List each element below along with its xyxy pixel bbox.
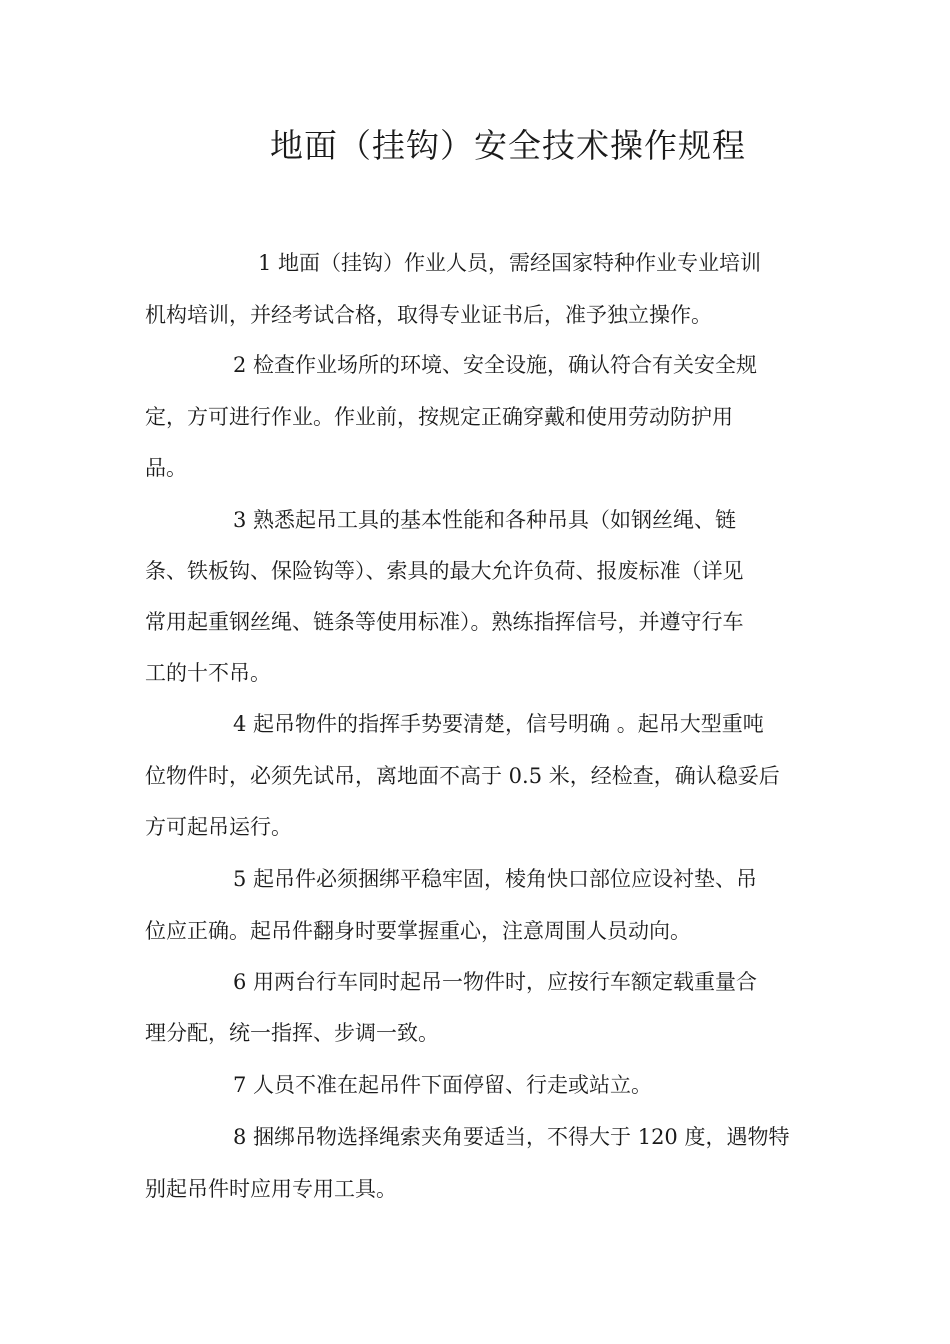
paragraph-line: 机构培训，并经考试合格，取得专业证书后，准予独立操作。	[145, 303, 712, 327]
paragraph-line: 4 起吊物件的指挥手势要清楚，信号明确 。起吊大型重吨	[233, 712, 764, 736]
paragraph-line: 7 人员不准在起吊件下面停留、行走或站立。	[233, 1073, 653, 1097]
paragraph-line: 理分配，统一指挥、步调一致。	[145, 1021, 439, 1045]
paragraph-line: 定，方可进行作业。作业前，按规定正确穿戴和使用劳动防护用	[145, 405, 733, 429]
paragraph-line: 条、铁板钩、保险钩等）、索具的最大允许负荷、报废标准（详见	[145, 559, 744, 583]
paragraph-line: 位应正确。起吊件翻身时要掌握重心，注意周围人员动向。	[145, 919, 691, 943]
paragraph-line: 方可起吊运行。	[145, 815, 292, 839]
paragraph-line: 品。	[145, 456, 187, 480]
document-title: 地面（挂钩）安全技术操作规程	[270, 126, 746, 165]
paragraph-line: 别起吊件时应用专用工具。	[145, 1177, 397, 1201]
paragraph-line: 位物件时，必须先试吊，离地面不高于 0.5 米，经检查，确认稳妥后	[145, 764, 780, 788]
paragraph-line: 3 熟悉起吊工具的基本性能和各种吊具（如钢丝绳、链	[233, 508, 737, 532]
paragraph-line: 2 检查作业场所的环境、安全设施，确认符合有关安全规	[233, 353, 758, 377]
paragraph-line: 6 用两台行车同时起吊一物件时，应按行车额定载重量合	[233, 970, 758, 994]
paragraph-line: 5 起吊件必须捆绑平稳牢固，棱角快口部位应设衬垫、吊	[233, 867, 758, 891]
paragraph-line: 8 捆绑吊物选择绳索夹角要适当，不得大于 120 度，遇物特	[233, 1125, 790, 1149]
paragraph-line: 1 地面（挂钩）作业人员，需经国家特种作业专业培训	[258, 251, 762, 275]
paragraph-line: 工的十不吊。	[145, 661, 271, 685]
paragraph-line: 常用起重钢丝绳、链条等使用标准）。熟练指挥信号，并遵守行车	[145, 610, 744, 634]
